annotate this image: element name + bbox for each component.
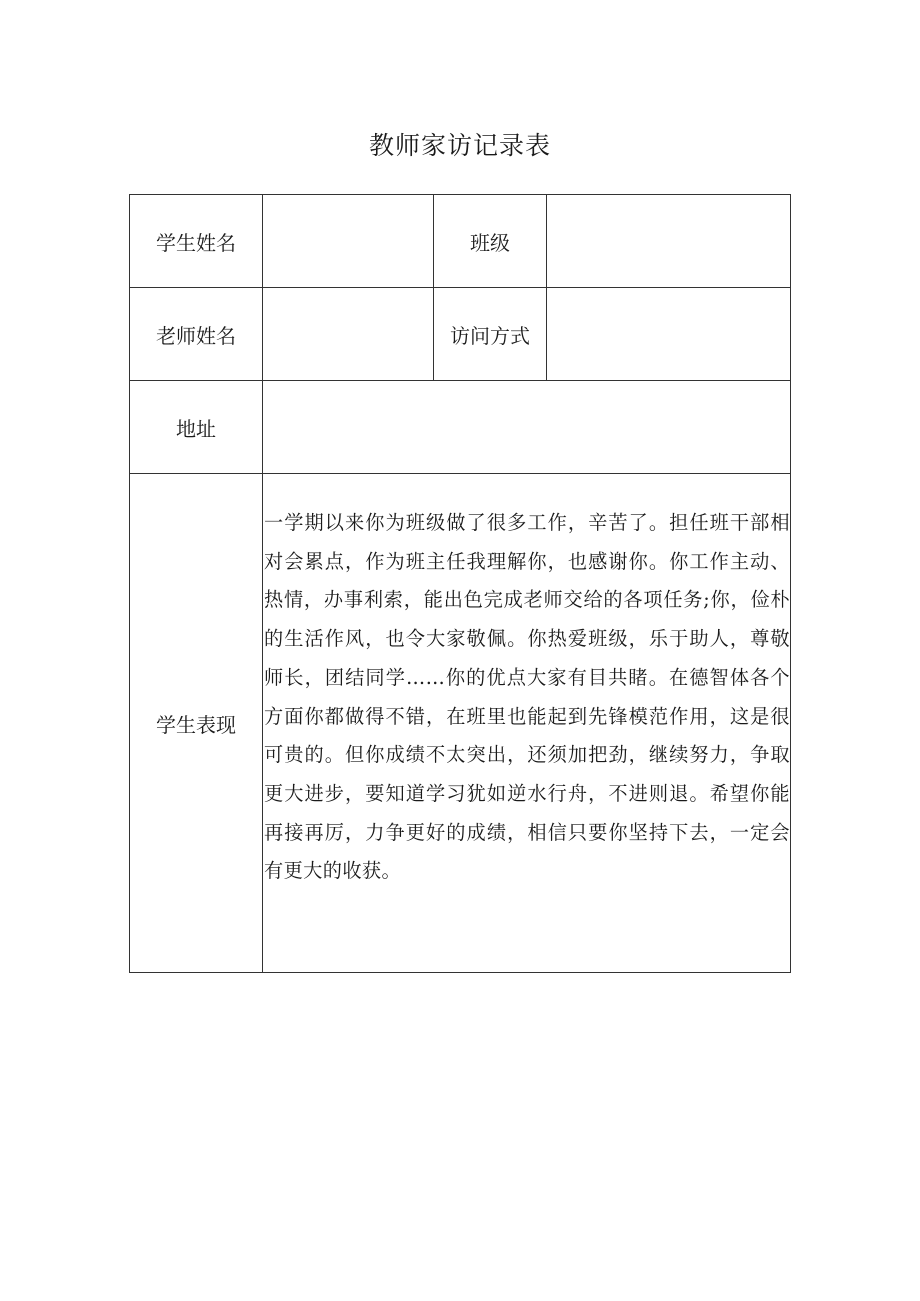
home-visit-record-table <box>129 194 791 973</box>
performance-cell <box>263 474 791 973</box>
address-label: 地址 <box>130 381 263 474</box>
teacher-name-value[interactable] <box>263 288 434 381</box>
class-value[interactable] <box>547 195 791 288</box>
student-name-value[interactable] <box>263 195 434 288</box>
row-teacher-method <box>130 288 791 381</box>
teacher-name-label: 老师姓名 <box>130 288 263 381</box>
row-student-class <box>130 195 791 288</box>
address-value[interactable] <box>263 381 791 474</box>
student-name-label: 学生姓名 <box>130 195 263 288</box>
class-label: 班级 <box>434 195 547 288</box>
performance-text: 一学期以来你为班级做了很多工作，辛苦了。担任班干部相对会累点，作为班主任我理解你，也感谢你。你工作主动、热情，办事利索，能出色完成老师交给的各项任务;你，俭朴的生活作风，也令大家敬佩。你热爱班级，乐于助人，尊敬师长，团结同学……你的优点大家有目共睹。在德智体各个方面你都做得不错，在班里也能起到先锋模范作用，这是很可贵的。但你成绩不太突出，还须加把劲，继续努力，争取更大进步，要知道学习犹如逆水行舟，不进则退。希望你能再接再厉，力争更好的成绩，相信只要你坚持下去，一定会有更大的收获。 <box>264 511 790 883</box>
page-title: 教师家访记录表 <box>368 131 551 160</box>
row-performance <box>130 474 791 973</box>
performance-label: 学生表现 <box>130 474 263 973</box>
row-address <box>130 381 791 474</box>
visit-method-label: 访问方式 <box>434 288 547 381</box>
visit-method-value[interactable] <box>547 288 791 381</box>
